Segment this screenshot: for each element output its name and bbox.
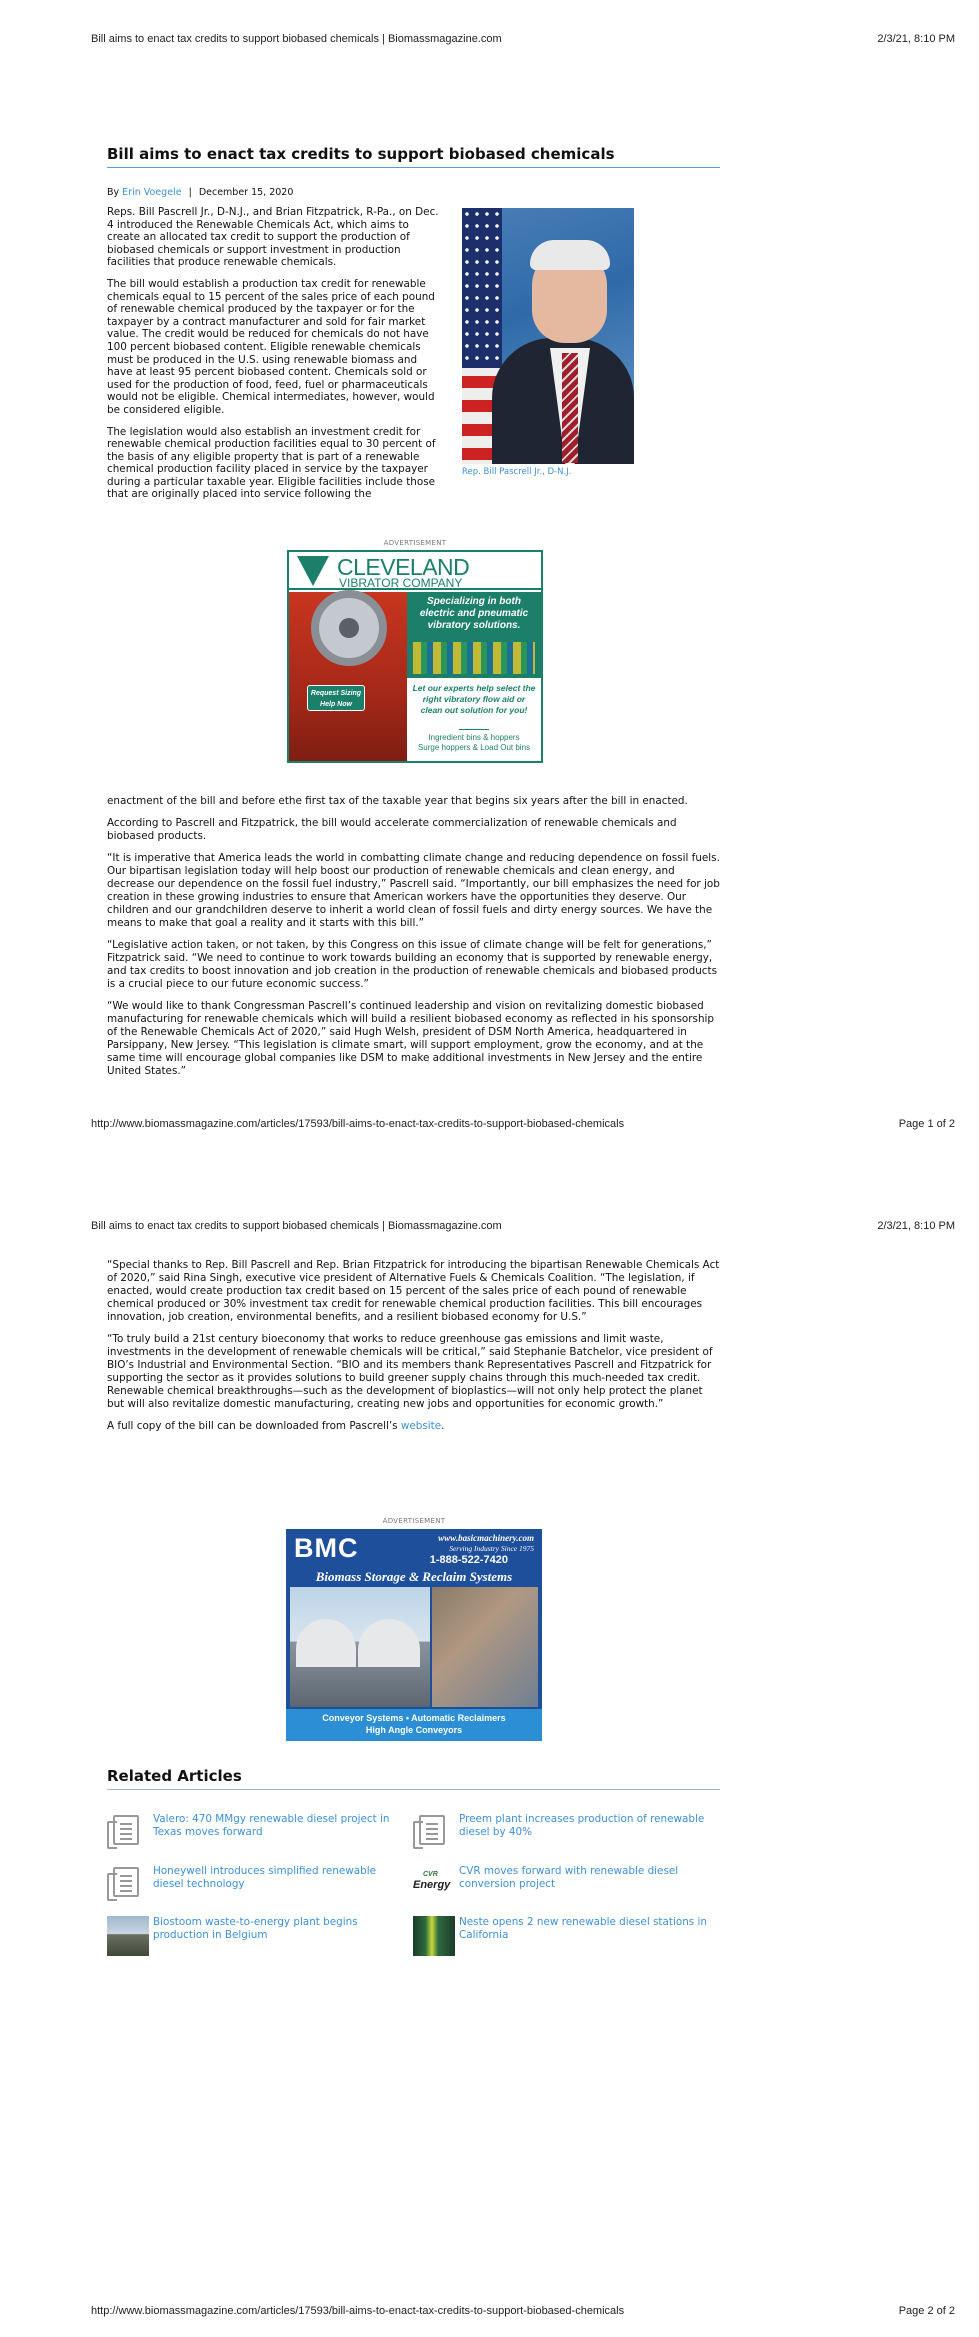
document-icon xyxy=(107,1813,147,1845)
website-link[interactable]: website xyxy=(400,1420,442,1432)
bmc-footer-text xyxy=(286,1712,542,1736)
article-paragraph: enactment of the bill and before ethe first tax of the taxable year that begins six years after the bill in enacted. xyxy=(107,795,688,807)
request-sizing-button[interactable]: Request Sizing Help Now xyxy=(307,685,365,711)
photo-hair xyxy=(530,240,610,270)
related-articles-heading: Related Articles xyxy=(107,1767,720,1790)
print-page-1 xyxy=(0,0,979,1168)
related-article-link[interactable]: Honeywell introduces simplified renewable diesel technology xyxy=(153,1865,376,1890)
by-label: By xyxy=(107,187,120,198)
advertisement-label: ADVERTISEMENT xyxy=(382,1517,446,1525)
article-title: Bill aims to enact tax credits to support biobased chemicals xyxy=(107,145,720,168)
ad-brand-name: CLEVELAND xyxy=(337,554,470,580)
article-intro-column xyxy=(107,206,443,510)
print-page-number: Page 2 of 2 xyxy=(898,2305,955,2317)
print-page-2 xyxy=(0,1168,979,2337)
article-paragraph: The bill would establish a production tax credit for renewable chemicals equal to 15 percent of the sales price of each pound of renewable chemical produced by the taxpayer or for the taxpayer by a contract manufacturer and sold for fair market value. The credit would be reduced for chemicals do not have 100 percent biobased content. Eligible renewable chemicals must be produced in the U.S. using renewable biomass and have at least 95 percent biobased content. Chemicals sold or used for the production of food, feed, fuel or pharmaceuticals would not be eligible. Chemical intermediates, however, would be considered eligible. xyxy=(107,277,435,416)
ad-brand-sub: VIBRATOR COMPANY xyxy=(339,576,463,590)
related-article-link[interactable]: Valero: 470 MMgy renewable diesel project in Texas moves forward xyxy=(153,1813,390,1838)
article-paragraph: According to Pascrell and Fitzpatrick, the bill would accelerate commercialization of renewable chemicals and biobased products. xyxy=(107,817,677,842)
print-header-title: Bill aims to enact tax credits to support biobased chemicals | Biomassmagazine.com xyxy=(91,1220,502,1232)
related-article-link[interactable]: Preem plant increases production of renewable diesel by 40% xyxy=(459,1813,705,1838)
article-paragraph: “Special thanks to Rep. Bill Pascrell and Rep. Brian Fitzpatrick for introducing the bipartisan Renewable Chemicals Act of 2020,” said Rina Singh, executive vice president of Alternative Fuels & Chemicals Coalition. “The legislation, if enacted, would create production tax credit based on 15 percent of the sales price of each pound of renewable chemical produced or 30% investment tax credit for renewable chemical production facilities. This bill encourages innovation, job creation, environmental benefits, and a resilient biobased economy for U.S.” xyxy=(107,1259,720,1323)
byline xyxy=(107,187,293,198)
related-article[interactable] xyxy=(413,1811,703,1845)
advertisement-label: ADVERTISEMENT xyxy=(383,539,447,547)
document-icon xyxy=(107,1865,147,1897)
related-article-link[interactable]: CVR moves forward with renewable diesel conversion project xyxy=(459,1865,679,1890)
bmc-tagline: Biomass Storage & Reclaim Systems xyxy=(315,1569,513,1584)
cvr-energy-logo-icon xyxy=(413,1865,453,1897)
byline-separator: | xyxy=(188,187,192,198)
print-page-number: Page 1 of 2 xyxy=(898,1118,955,1130)
cvr-logo-bottom: Energy xyxy=(413,1879,451,1891)
cleveland-logo-icon xyxy=(297,556,329,586)
ad-logo-bar xyxy=(289,552,541,590)
bmc-logo: BMC xyxy=(294,1533,359,1563)
station-photo-thumbnail xyxy=(413,1916,455,1956)
related-article[interactable] xyxy=(413,1914,707,1948)
download-suffix: . xyxy=(441,1420,445,1432)
ad-bins-list xyxy=(411,733,537,753)
article-paragraph: “Legislative action taken, or not taken, by this Congress on this issue of climate change will be felt for generations,” Fitzpatrick said. “We need to continue to work towards building an economy that is supported by renewable energy, and tax credits to boost innovation and job creation in the production of renewable chemicals and biobased products is a crucial piece to our future economic success.” xyxy=(107,939,717,990)
article-body-page1 xyxy=(107,795,720,1087)
download-paragraph xyxy=(107,1420,720,1433)
related-article[interactable] xyxy=(107,1914,397,1948)
ad-divider xyxy=(459,729,489,730)
related-article-link[interactable]: Neste opens 2 new renewable diesel stations in California xyxy=(459,1916,707,1941)
bmc-footer-line: High Angle Conveyors xyxy=(365,1725,463,1735)
flag-stars xyxy=(462,208,502,368)
plant-photo-thumbnail xyxy=(107,1916,149,1956)
related-article[interactable] xyxy=(107,1863,397,1897)
print-header-datetime: 2/3/21, 8:10 PM xyxy=(877,33,955,45)
bmc-url: www.basicmachinery.com xyxy=(438,1533,534,1543)
article-paragraph: “We would like to thank Congressman Pascrell’s continued leadership and vision on revitalizing domestic biobased manufacturing for renewable chemicals which will build a resilient biobased economy as reflected in his sponsorship of the Renewable Chemicals Act of 2020,” said Hugh Welsh, president of DSM North America, headquartered in Parsippany, New Jersey. “This legislation is climate smart, will support employment, grow the economy, and at the same time will encourage global companies like DSM to make additional investments in New Jersey and the entire United States.” xyxy=(107,1000,715,1077)
photo-caption: Rep. Bill Pascrell Jr., D-N.J. xyxy=(462,467,572,477)
print-footer-url: http://www.biomassmagazine.com/articles/17593/bill-aims-to-enact-tax-credits-to-support-biobased-chemicals xyxy=(91,2305,625,2317)
article-paragraph: The legislation would also establish an investment credit for renewable chemical production facilities equal to 30 percent of the basis of any eligible property that is part of a renewable chemical production facility placed in service by the taxpayer during a particular taxable year. Eligible facilities include those that are originally placed into service following the xyxy=(107,425,436,501)
print-header-title: Bill aims to enact tax credits to support biobased chemicals | Biomassmagazine.com xyxy=(91,33,502,45)
bmc-footer-line: Conveyor Systems • Automatic Reclaimers xyxy=(322,1713,506,1723)
related-article-link[interactable]: Biostoom waste-to-energy plant begins production in Belgium xyxy=(153,1916,358,1941)
author-link[interactable]: Erin Voegele xyxy=(122,187,182,198)
download-prefix: A full copy of the bill can be downloaded from Pascrell’s xyxy=(107,1420,401,1432)
ad-bins-line: Surge hoppers & Load Out bins xyxy=(417,743,531,752)
article-paragraph: Reps. Bill Pascrell Jr., D-N.J., and Brian Fitzpatrick, R-Pa., on Dec. 4 introduced the Renewable Chemicals Act, which aims to create an allocated tax credit to support the production of biobased chemicals or support investment in production facilities that produce renewable chemicals. xyxy=(107,206,439,269)
print-header-datetime: 2/3/21, 8:10 PM xyxy=(877,1220,955,1232)
document-icon xyxy=(413,1813,453,1845)
related-article[interactable] xyxy=(107,1811,397,1845)
article-paragraph: “To truly build a 21st century bioeconomy that works to reduce greenhouse gas emissions and limit waste, investments in the development of renewable chemicals will be critical,” said Stephanie Batchelor, vice president of BIO’s Industrial and Environmental Section. “BIO and its members thank Representatives Pascrell and Fitzpatrick for supporting the sector as it provides solutions to build greener supply chains through this much-needed tax credit. Renewable chemical breakthroughs—such as the development of bioplastics—will not only help protect the planet but will also revitalize domestic manufacturing, creating new jobs and opportunities for economic growth.” xyxy=(107,1333,713,1410)
bmc-since: Serving Industry Since 1975 xyxy=(449,1544,534,1553)
machine-wheel-hub xyxy=(339,618,359,638)
cvr-logo-top: CVR xyxy=(423,1871,438,1878)
article-paragraph: “It is imperative that America leads the world in combatting climate change and reducing dependence on fossil fuels. Our bipartisan legislation today will help boost our production of renewable chemicals and clean energy, and decrease our dependence on the fossil fuel industry,” Pascrell said. “Importantly, our bill emphasizes the need for job creation in these growing industries to ensure that American workers have the opportunities they deserve. Our children and our grandchildren deserve to inherit a world clean of fossil fuels and dirty energy sources. We have the means to make that goal a reality and it starts with this bill.” xyxy=(107,852,720,929)
publish-date: December 15, 2020 xyxy=(198,187,294,198)
related-article[interactable] xyxy=(413,1863,703,1897)
ad-pitch: Let our experts help select the right vibratory flow aid or clean out solution for you! xyxy=(412,683,536,715)
vibrator-products-image xyxy=(413,642,535,674)
photo-tie xyxy=(562,353,578,463)
bmc-phone: 1-888-522-7420 xyxy=(429,1554,508,1566)
ad-headline: Specializing in both electric and pneumatic vibratory solutions. xyxy=(419,596,529,631)
conveyor-photo xyxy=(432,1587,538,1707)
article-body-page2 xyxy=(107,1259,720,1442)
cleveland-vibrator-ad[interactable] xyxy=(287,550,543,763)
ad-bins-line: Ingredient bins & hoppers xyxy=(428,733,520,742)
article-photo xyxy=(462,208,634,464)
bmc-ad[interactable] xyxy=(286,1529,542,1741)
print-footer-url: http://www.biomassmagazine.com/articles/17593/bill-aims-to-enact-tax-credits-to-support-biobased-chemicals xyxy=(91,1118,625,1130)
